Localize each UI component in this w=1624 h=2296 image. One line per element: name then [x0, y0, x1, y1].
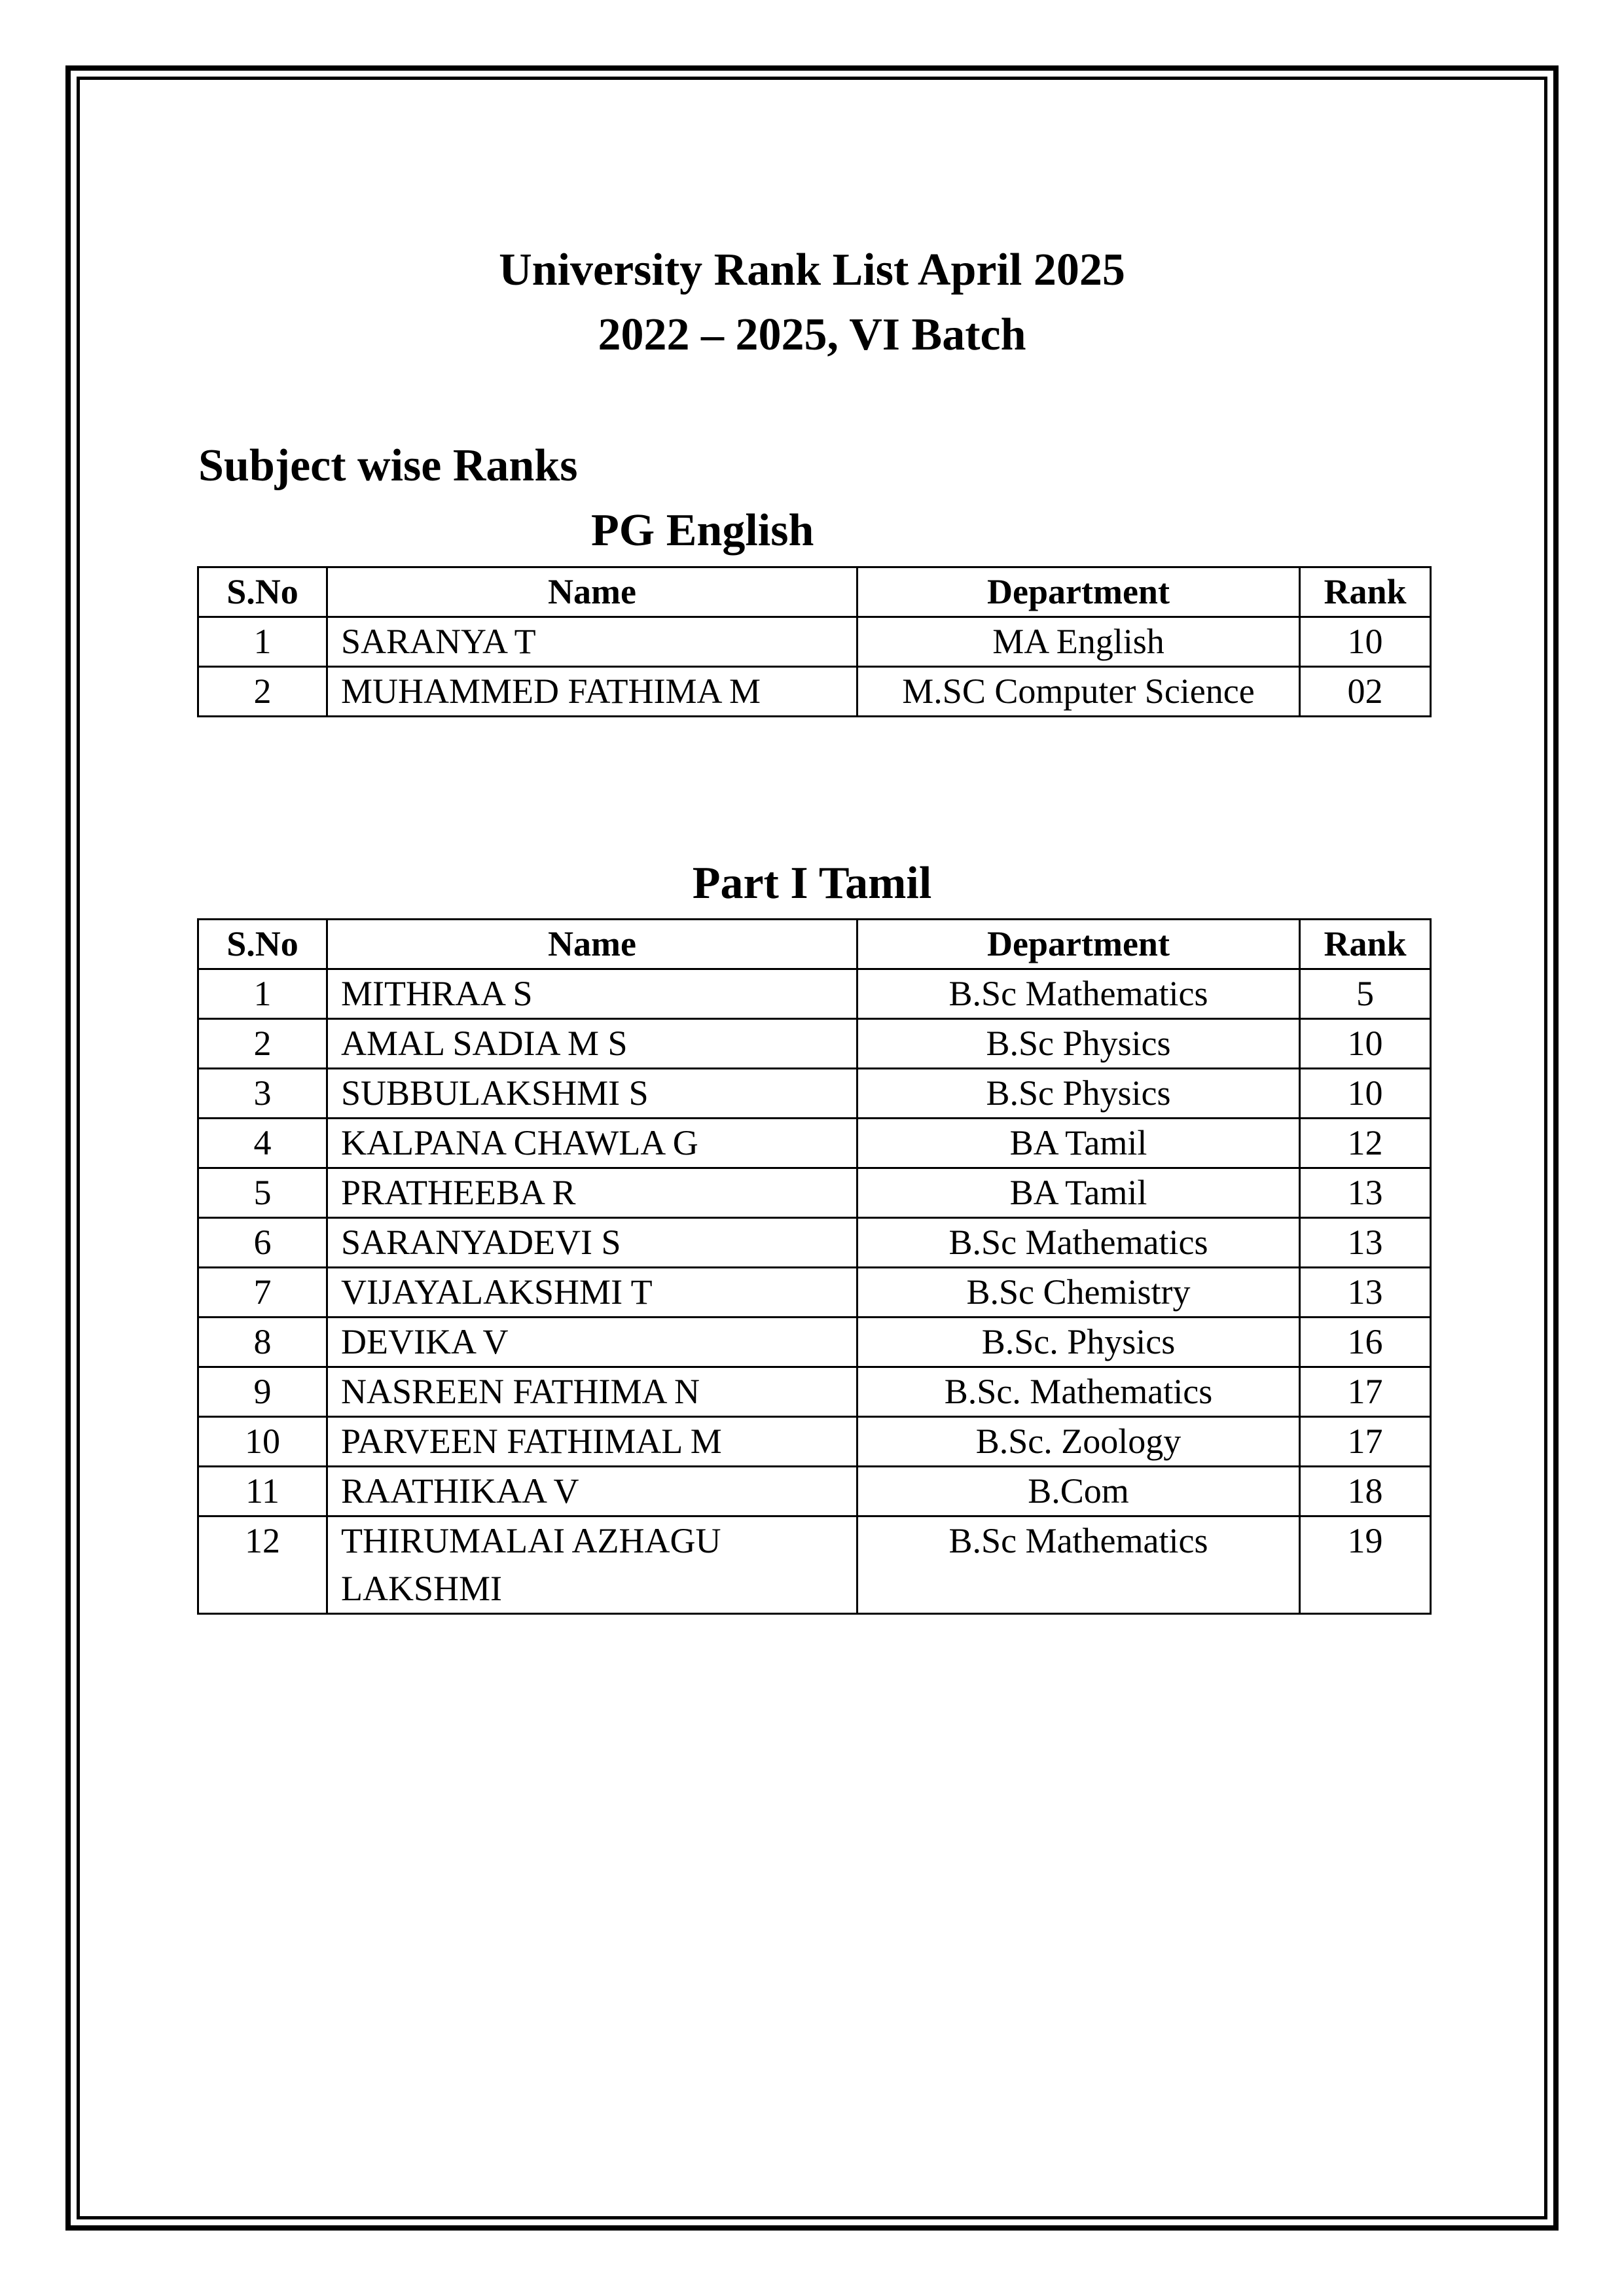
cell-name: MUHAMMED FATHIMA M: [327, 667, 857, 717]
cell-rank: 13: [1300, 1218, 1431, 1268]
table-row: [198, 969, 1431, 1019]
table-row: [198, 1417, 1431, 1467]
cell-department: B.Sc. Zoology: [857, 1417, 1300, 1467]
cell-sno: 6: [198, 1218, 327, 1268]
column-header-name: Name: [327, 920, 857, 969]
cell-department: B.Sc Physics: [857, 1019, 1300, 1069]
cell-department: M.SC Computer Science: [857, 667, 1300, 717]
table-row: [198, 667, 1431, 717]
part1-tamil-table: [197, 918, 1432, 1615]
table-row: [198, 1268, 1431, 1318]
cell-sno: 12: [198, 1516, 327, 1614]
cell-rank: 12: [1300, 1119, 1431, 1168]
column-header-department: Department: [857, 567, 1300, 617]
cell-name-line: LAKSHMI: [341, 1569, 503, 1608]
pg-english-caption: PG English: [591, 505, 814, 556]
cell-sno: 3: [198, 1069, 327, 1119]
cell-sno: 2: [198, 667, 327, 717]
cell-department: B.Sc Mathematics: [857, 1218, 1300, 1268]
cell-rank: 5: [1300, 969, 1431, 1019]
table-row: [198, 1119, 1431, 1168]
page-subtitle: 2022 – 2025, VI Batch: [598, 310, 1026, 360]
cell-department: B.Sc Chemistry: [857, 1268, 1300, 1318]
part1-tamil-caption: Part I Tamil: [692, 858, 932, 908]
cell-rank: 16: [1300, 1318, 1431, 1367]
table-row: [198, 617, 1431, 667]
table-row: [198, 1218, 1431, 1268]
cell-department: B.Com: [857, 1467, 1300, 1516]
cell-department: BA Tamil: [857, 1119, 1300, 1168]
cell-sno: 1: [198, 617, 327, 667]
cell-rank: 19: [1300, 1516, 1431, 1614]
cell-rank: 13: [1300, 1268, 1431, 1318]
column-header-sno: S.No: [198, 567, 327, 617]
cell-name: SUBBULAKSHMI S: [327, 1069, 857, 1119]
cell-rank: 10: [1300, 1019, 1431, 1069]
cell-sno: 10: [198, 1417, 327, 1467]
cell-sno: 1: [198, 969, 327, 1019]
cell-name: MITHRAA S: [327, 969, 857, 1019]
cell-department: B.Sc Physics: [857, 1069, 1300, 1119]
column-header-department: Department: [857, 920, 1300, 969]
cell-name-line: THIRUMALAI AZHAGU: [341, 1521, 721, 1560]
column-header-name: Name: [327, 567, 857, 617]
cell-rank: 02: [1300, 667, 1431, 717]
cell-name: DEVIKA V: [327, 1318, 857, 1367]
column-header-rank: Rank: [1300, 567, 1431, 617]
table-row: [198, 1069, 1431, 1119]
cell-department: B.Sc. Physics: [857, 1318, 1300, 1367]
cell-rank: 17: [1300, 1417, 1431, 1467]
cell-name: SARANYADEVI S: [327, 1218, 857, 1268]
cell-department: MA English: [857, 617, 1300, 667]
cell-name: PARVEEN FATHIMAL M: [327, 1417, 857, 1467]
cell-sno: 9: [198, 1367, 327, 1417]
table-header-row: [198, 567, 1431, 617]
cell-sno: 4: [198, 1119, 327, 1168]
cell-department: B.Sc. Mathematics: [857, 1367, 1300, 1417]
cell-name: NASREEN FATHIMA N: [327, 1367, 857, 1417]
cell-rank: 10: [1300, 617, 1431, 667]
table-row: [198, 1019, 1431, 1069]
cell-department: BA Tamil: [857, 1168, 1300, 1218]
column-header-rank: Rank: [1300, 920, 1431, 969]
cell-department: B.Sc Mathematics: [857, 1516, 1300, 1614]
cell-rank: 18: [1300, 1467, 1431, 1516]
cell-department: B.Sc Mathematics: [857, 969, 1300, 1019]
page-title: University Rank List April 2025: [499, 245, 1125, 295]
section-heading: Subject wise Ranks: [198, 440, 578, 491]
cell-name: VIJAYALAKSHMI T: [327, 1268, 857, 1318]
table-row: [198, 1318, 1431, 1367]
cell-rank: 13: [1300, 1168, 1431, 1218]
table-row: [198, 1516, 1431, 1614]
cell-name: SARANYA T: [327, 617, 857, 667]
cell-rank: 10: [1300, 1069, 1431, 1119]
cell-name: PRATHEEBA R: [327, 1168, 857, 1218]
pg-english-table: [197, 566, 1432, 717]
cell-sno: 7: [198, 1268, 327, 1318]
cell-name: [327, 1516, 857, 1614]
cell-sno: 5: [198, 1168, 327, 1218]
column-header-sno: S.No: [198, 920, 327, 969]
cell-rank: 17: [1300, 1367, 1431, 1417]
table-row: [198, 1467, 1431, 1516]
cell-name: KALPANA CHAWLA G: [327, 1119, 857, 1168]
cell-sno: 8: [198, 1318, 327, 1367]
table-row: [198, 1367, 1431, 1417]
table-row: [198, 1168, 1431, 1218]
cell-name: RAATHIKAA V: [327, 1467, 857, 1516]
table-header-row: [198, 920, 1431, 969]
cell-name: AMAL SADIA M S: [327, 1019, 857, 1069]
cell-sno: 11: [198, 1467, 327, 1516]
cell-sno: 2: [198, 1019, 327, 1069]
